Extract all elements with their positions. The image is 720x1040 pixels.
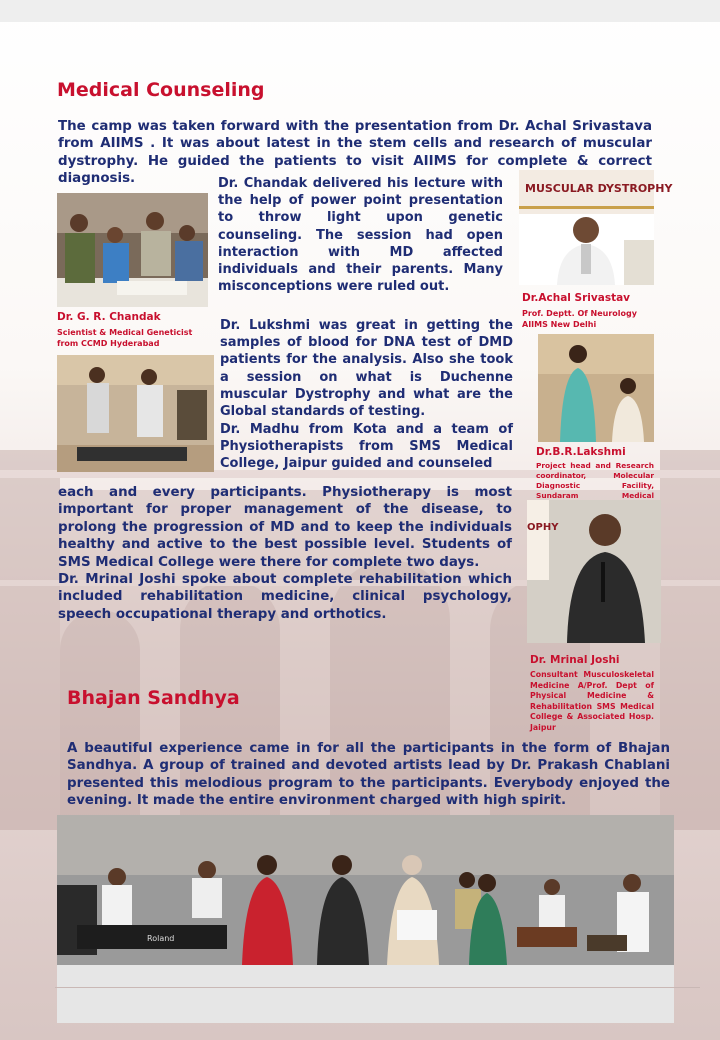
caption-lakshmi-name: Dr.B.R.Lakshmi (536, 446, 626, 458)
caption-achal (522, 292, 657, 330)
caption-achal-line1: Prof. Deptt. Of Neurology (522, 309, 637, 318)
chandak-paragraph: Dr. Chandak delivered his lecture with the help of power point presentation to throw light upon genetic counseling. The session had open interaction with MD affected individuals and their parents. Many misconceptions were ruled out. (218, 176, 503, 295)
bhajan-sandhya-paragraph: A beautiful experience came in for all the participants in the form of Bhajan Sandhya. A group of trained and devoted artists lead by Dr. Prakash Chablani presented this melodious program to the participants. Everybody enjoyed the evening. It made the entire environment charged with high spirit. (67, 741, 670, 809)
caption-achal-name: Dr.Achal Srivastav (522, 292, 631, 304)
caption-mrinal (530, 654, 654, 734)
medical-counseling-heading: Medical Counseling (57, 79, 265, 101)
lukshmi-paragraph: Dr. Lukshmi was great in getting the samples of blood for DNA test of DMD patients for the analysis. Also she took a session on what is Duchenne muscular Dystrophy and what are the Global standards of testing. (220, 318, 513, 420)
banner-side-text: OPHY (527, 522, 559, 533)
keyboard-brand-text: Roland (147, 934, 175, 943)
caption-chandak-line1: Scientist & Medical Geneticist (57, 328, 193, 337)
photo-dr-achal (519, 170, 673, 285)
caption-chandak-line2: from CCMD Hyderabad (57, 339, 160, 348)
caption-lakshmi-desc: Project head and Research coordinator, Molecular Diagnostic Facility, Sundaram Medical (536, 461, 654, 500)
caption-mrinal-name: Dr. Mrinal Joshi (530, 654, 620, 666)
photo-counseling-session (57, 193, 208, 307)
caption-mrinal-desc: Consultant Musculoskeletal Medicine A/Prof. Dept of Physical Medicine & Rehabilitation SMS Medical College & Associated Hosp. Jaipur (530, 670, 654, 732)
banner-top-text: MUSCULAR DYSTROPHY (525, 182, 673, 195)
mrinal-paragraph: Dr. Mrinal Joshi spoke about complete rehabilitation which included rehabilitation medicine, clinical psychology, speech occupational therapy and orthotics. (58, 572, 512, 622)
caption-chandak (57, 311, 217, 349)
caption-achal-line2: AIIMS New Delhi (522, 320, 597, 329)
photo-bhajan-performance (57, 815, 674, 1023)
caption-chandak-name: Dr. G. R. Chandak (57, 311, 161, 323)
top-strip (0, 0, 720, 22)
photo-dr-lakshmi (538, 334, 654, 442)
photo-physiotherapy-session (57, 355, 214, 472)
footer-divider (55, 987, 700, 988)
bhajan-sandhya-heading: Bhajan Sandhya (67, 687, 240, 709)
intro-paragraph: The camp was taken forward with the presentation from Dr. Achal Srivastava from AIIMS . It was about latest in the stem cells and research of muscular dystrophy. He guided the patients to visit AIIMS for complete & correct diagnosis. (58, 119, 652, 187)
photo-dr-mrinal (527, 500, 661, 643)
madhu-paragraph: Dr. Madhu from Kota and a team of Physiotherapists from SMS Medical College, Jaipur guided and counseled (220, 422, 513, 472)
continued-paragraph: each and every participants. Physiotherapy is most important for proper management of the disease, to prolong the progression of MD and to keep the individuals healthy and active to the best possible level. Students of SMS Medical College were there for complete two days. (58, 485, 512, 570)
